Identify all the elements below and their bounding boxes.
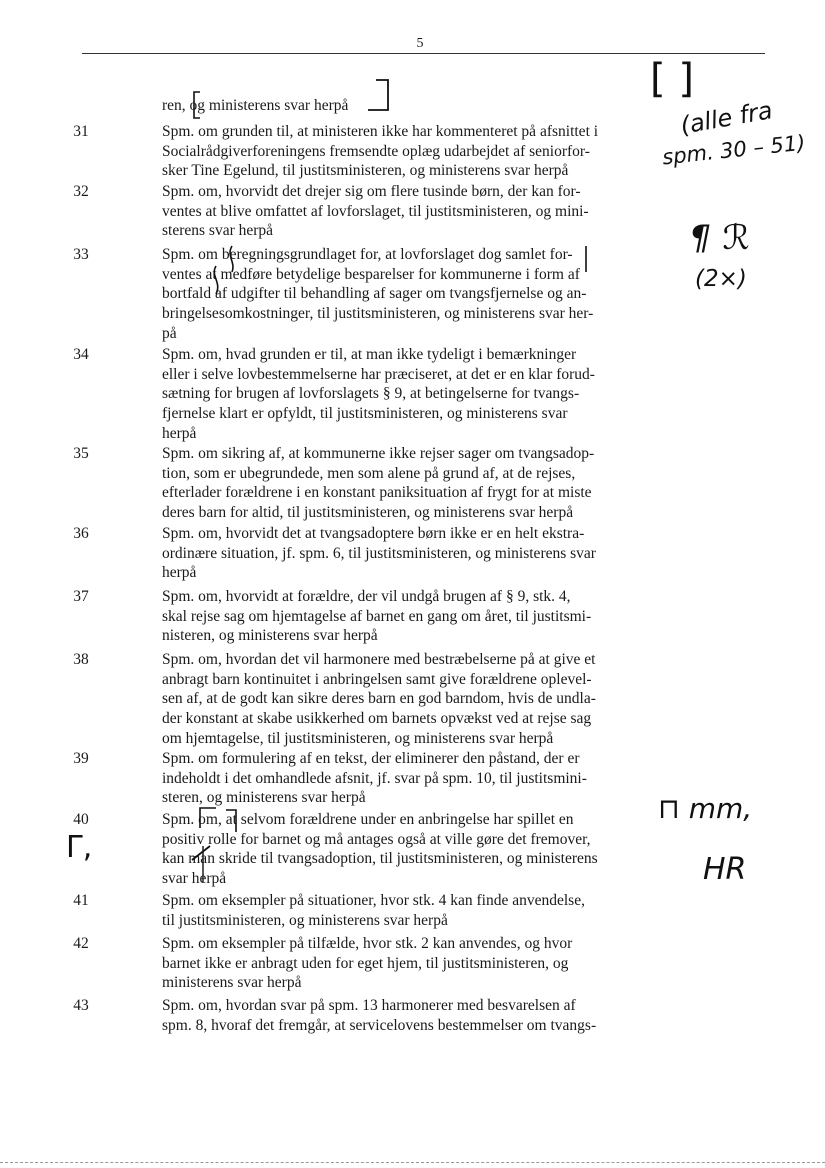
question-text	[162, 345, 644, 444]
question-text-line: fjernelse klart er opfyldt, til justitsministeren, og ministerens svar	[162, 405, 568, 423]
question-number: 41	[73, 892, 89, 909]
question-text-line: der konstant at skabe usikkerhed om barnets opvækst ved at rejse sag	[162, 710, 592, 728]
header-rule	[82, 53, 765, 54]
question-text-line: ordinære situation, jf. spm. 6, til justitsministeren, og ministerens svar	[162, 544, 596, 562]
question-text-line: steren, og ministerens svar herpå	[162, 789, 366, 807]
question-text	[162, 650, 644, 749]
question-text-line: kan man skride til tvangsadoption, til justitsministeren, og ministerens	[162, 850, 598, 868]
question-text-line: svar herpå	[162, 870, 227, 888]
question-number: 36	[73, 525, 89, 542]
question-text-line: Spm. om, hvorvidt det at tvangsadoptere børn ikke er en helt ekstra-	[162, 525, 585, 542]
question-text-line: ventes at blive omfattet af lovforslaget, til justitsministeren, og mini-	[162, 202, 589, 220]
question-text-line: Socialrådgiverforeningens fremsendte oplæg udarbejdet af seniorfor-	[162, 142, 590, 160]
question-text	[162, 245, 644, 344]
question-text	[162, 96, 644, 116]
question-text-line: Spm. om eksempler på situationer, hvor stk. 4 kan finde anvendelse,	[162, 892, 585, 909]
question-text	[162, 749, 644, 808]
question-text	[162, 810, 644, 889]
question-text-line: sætning for brugen af lovforslagets § 9, at betingelserne for tvangs-	[162, 385, 580, 403]
question-text-line: Spm. om, hvad grunden er til, at man ikke tydeligt i bemærkninger	[162, 346, 577, 363]
question-text-line: skal rejse sag om hjemtagelse af barnet en gang om året, til justitsmi-	[162, 607, 592, 625]
question-text-line: spm. 8, hvoraf det fremgår, at servicelovens bestemmelser om tvangs-	[162, 1016, 597, 1034]
question-text	[162, 934, 644, 993]
question-text	[162, 444, 644, 523]
question-text	[162, 122, 644, 181]
question-text-line: om hjemtagelse, til justitsministeren, og ministerens svar herpå	[162, 729, 554, 747]
handwritten-bracket-note: [ ]	[650, 56, 694, 102]
question-text-line: barnet ikke er anbragt uden for eget hjem, til justitsministeren, og	[162, 954, 569, 972]
handwritten-all-note-line1: (alle fra	[678, 96, 775, 140]
handwritten-left-margin-note: Γ,	[66, 830, 93, 865]
question-text	[162, 891, 644, 930]
question-text	[162, 182, 644, 241]
handwritten-q40-note-line1: ⊓ mm,	[658, 792, 753, 825]
handwritten-q40-note-line2: HR	[703, 852, 747, 887]
question-text-line: Spm. om, hvorvidt det drejer sig om flere tusinde børn, der kan for-	[162, 183, 581, 200]
page-number: 5	[416, 36, 424, 51]
question-text-line: sker Tine Egelund, til justitsministeren, og ministerens svar herpå	[162, 162, 569, 180]
question-number: 35	[73, 445, 89, 462]
question-text-line: tion, som er ubegrundede, men som alene på grund af, at de rejses,	[162, 464, 576, 482]
question-text-line: positiv rolle for barnet og må antages også at ville gøre det fremover,	[162, 830, 591, 848]
question-number: 42	[73, 935, 89, 952]
question-text-line: herpå	[162, 564, 197, 582]
handwritten-all-note-line2: spm. 30 – 51)	[661, 130, 807, 170]
question-text-line: Spm. om eksempler på tilfælde, hvor stk. 2 kan anvendes, og hvor	[162, 935, 573, 952]
question-number: 39	[73, 750, 89, 767]
question-text-line: Spm. om, hvorvidt at forældre, der vil undgå brugen af § 9, stk. 4,	[162, 588, 571, 605]
handwritten-q33-note-line1: ¶ ℛ	[690, 218, 750, 258]
question-text-line: bortfald af udgifter til behandling af sager om tvangsfjernelse og an-	[162, 285, 587, 303]
question-number: 38	[73, 651, 89, 668]
question-text-line: Spm. om, at selvom forældrene under en anbringelse har spillet en	[162, 811, 574, 828]
question-text-line: ren, og ministerens svar herpå	[162, 97, 349, 114]
question-text-line: nisteren, og ministerens svar herpå	[162, 627, 378, 645]
question-text-line: Spm. om beregningsgrundlaget for, at lovforslaget dog samlet for-	[162, 246, 573, 263]
question-text-line: til justitsministeren, og ministerens svar herpå	[162, 911, 448, 929]
question-text-line: på	[162, 324, 177, 342]
question-text-line: Spm. om formulering af en tekst, der eliminerer den påstand, der er	[162, 750, 580, 767]
question-text	[162, 587, 644, 646]
question-text-line: Spm. om grunden til, at ministeren ikke har kommenteret på afsnittet i	[162, 123, 599, 140]
question-text	[162, 996, 644, 1035]
page-bottom-edge	[0, 1162, 825, 1163]
question-text-line: sterens svar herpå	[162, 222, 274, 240]
question-text-line: ventes at medføre betydelige besparelser for kommunerne i form af	[162, 265, 580, 283]
question-number: 37	[73, 588, 89, 605]
question-text-line: efterlader forældrene i en konstant paniksituation af frygt for at miste	[162, 484, 592, 502]
question-number: 31	[73, 123, 89, 140]
question-number: 43	[73, 997, 89, 1014]
question-text-line: deres barn for altid, til justitsministeren, og ministerens svar herpå	[162, 504, 574, 522]
question-text-line: bringelsesomkostninger, til justitsministeren, og ministerens svar her-	[162, 305, 594, 323]
question-number: 34	[73, 346, 89, 363]
handwritten-q33-note-line2: (2×)	[695, 266, 747, 292]
question-text	[162, 524, 644, 583]
question-text-line: eller i selve lovbestemmelserne har præciseret, at det er en klar forud-	[162, 365, 595, 383]
question-text-line: anbragt barn kontinuitet i anbringelsen samt give forældrene oplevel-	[162, 670, 592, 688]
question-text-line: sen af, at de godt kan sikre deres barn en god barndom, hvis de undla-	[162, 690, 596, 708]
question-number: 40	[73, 811, 89, 828]
question-text-line: Spm. om, hvordan svar på spm. 13 harmonerer med besvarelsen af	[162, 997, 576, 1014]
question-text-line: Spm. om, hvordan det vil harmonere med bestræbelserne på at give et	[162, 651, 596, 668]
question-text-line: indeholdt i det omhandlede afsnit, jf. svar på spm. 10, til justitsmini-	[162, 769, 587, 787]
question-text-line: Spm. om sikring af, at kommunerne ikke rejser sager om tvangsadop-	[162, 445, 595, 462]
question-text-line: herpå	[162, 424, 197, 442]
question-number: 32	[73, 183, 89, 200]
question-number: 33	[73, 246, 89, 263]
question-text-line: ministerens svar herpå	[162, 974, 302, 992]
